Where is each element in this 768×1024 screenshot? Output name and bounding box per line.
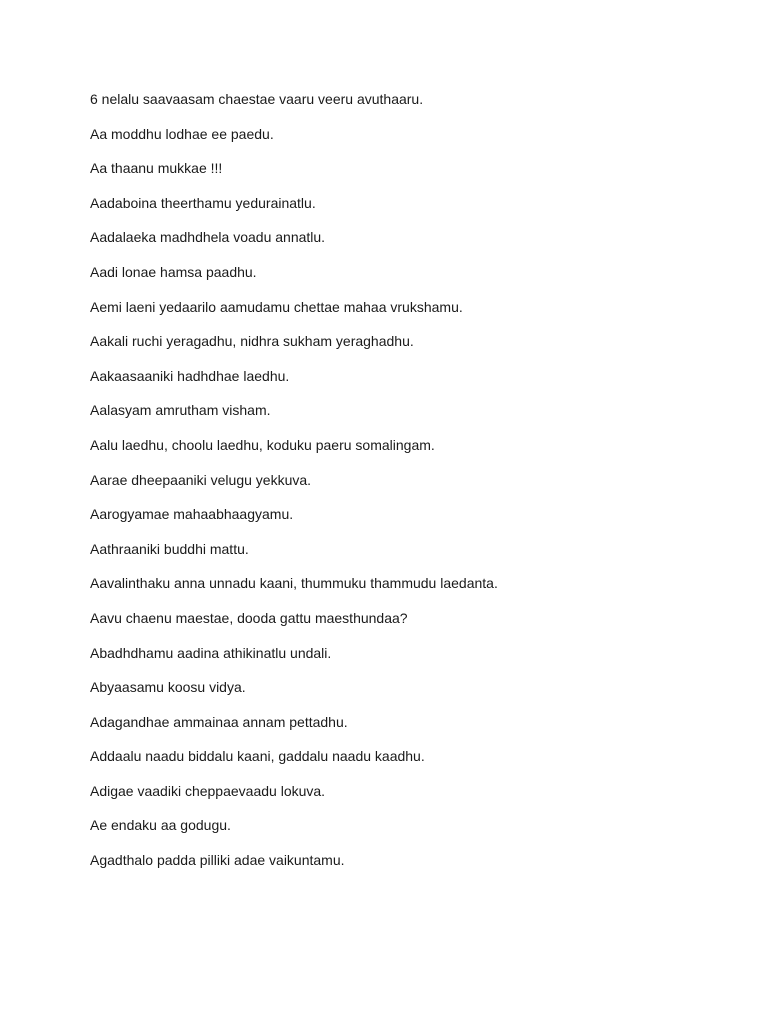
- proverb-list: [90, 89, 730, 885]
- proverb-line: Aemi laeni yedaarilo aamudamu chettae mahaa vrukshamu.: [90, 298, 463, 315]
- proverb-line: 6 nelalu saavaasam chaestae vaaru veeru avuthaaru.: [90, 91, 424, 107]
- proverb-line: Aakaasaaniki hadhdhae laedhu.: [90, 367, 290, 384]
- proverb-line: Aavalinthaku anna unnadu kaani, thummuku thammudu laedanta.: [90, 575, 498, 592]
- proverb-line: Ae endaku aa godugu.: [90, 817, 231, 834]
- proverb-line: Aadi lonae hamsa paadhu.: [90, 263, 257, 280]
- proverb-line: Adigae vaadiki cheppaevaadu lokuva.: [90, 782, 326, 799]
- proverb-line: Aavu chaenu maestae, dooda gattu maesthundaa?: [90, 609, 408, 626]
- proverb-line: Aakali ruchi yeragadhu, nidhra sukham yeraghadhu.: [90, 333, 414, 350]
- proverb-line: Abadhdhamu aadina athikinatlu undali.: [90, 644, 332, 661]
- proverb-line: Aadaboina theerthamu yedurainatlu.: [90, 194, 316, 211]
- proverb-line: Aarogyamae mahaabhaagyamu.: [90, 506, 294, 523]
- proverb-line: Aathraaniki buddhi mattu.: [90, 540, 249, 557]
- proverb-line: Aalasyam amrutham visham.: [90, 402, 271, 419]
- proverb-line: Aalu laedhu, choolu laedhu, koduku paeru somalingam.: [90, 436, 435, 453]
- proverb-line: Agadthalo padda pilliki adae vaikuntamu.: [90, 852, 345, 869]
- proverb-line: Adagandhae ammainaa annam pettadhu.: [90, 713, 348, 730]
- proverb-line: Aa thaanu mukkae !!!: [90, 160, 223, 177]
- proverb-line: Aa moddhu lodhae ee paedu.: [90, 125, 274, 142]
- proverb-line: Abyaasamu koosu vidya.: [90, 679, 246, 696]
- proverb-line: Aadalaeka madhdhela voadu annatlu.: [90, 229, 326, 246]
- proverb-line: Addaalu naadu biddalu kaani, gaddalu naadu kaadhu.: [90, 748, 425, 765]
- proverb-line: Aarae dheepaaniki velugu yekkuva.: [90, 471, 312, 488]
